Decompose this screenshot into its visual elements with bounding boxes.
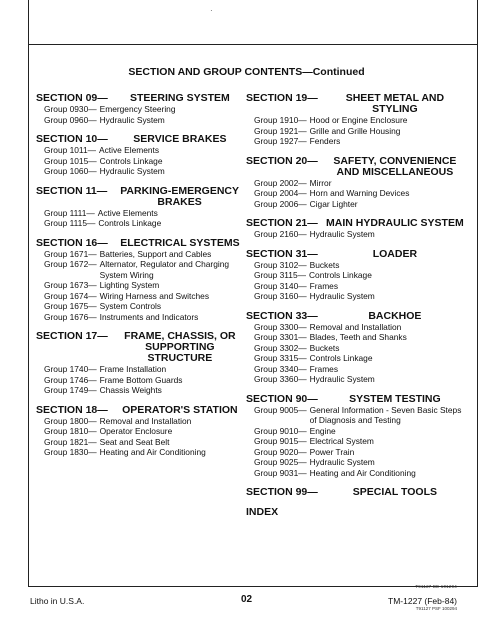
section-heading [36, 186, 248, 208]
group-name: Hydraulic System [99, 114, 165, 125]
page-title: SECTION AND GROUP CONTENTS—Continued [128, 66, 365, 78]
group-entry [254, 322, 468, 333]
section-heading [36, 238, 248, 249]
group-entry [44, 385, 248, 396]
group-number: Group 1115— [44, 218, 96, 228]
section-name: STEERING SYSTEM [130, 92, 230, 104]
group-name: Buckets [309, 259, 340, 270]
section-heading [246, 249, 468, 260]
group-name: Cigar Lighter [309, 198, 358, 209]
group-entry [254, 426, 468, 437]
group-name: Alternator, Regulator and Charging System Wiring [99, 259, 230, 280]
section-name: PARKING-EMERGENCY BRAKES [120, 184, 239, 208]
group-entry [254, 260, 468, 271]
group-list [254, 260, 468, 302]
group-name: Electrical System [309, 436, 374, 446]
group-name: Controls Linkage [309, 270, 372, 280]
group-entry [254, 405, 468, 426]
group-entry [44, 218, 248, 229]
group-name: Frames [309, 363, 339, 374]
section-block [36, 405, 248, 458]
group-number: Group 2002— [254, 177, 307, 188]
section-name: SYSTEM TESTING [349, 392, 441, 405]
section-block [246, 487, 468, 498]
group-number: Group 2160— [254, 229, 307, 239]
group-entry [44, 115, 248, 126]
section-block [246, 218, 468, 240]
group-entry [44, 145, 248, 156]
group-entry [254, 436, 468, 447]
group-number: Group 1910— [254, 115, 307, 125]
group-name: Hood or Engine Enclosure [309, 115, 408, 125]
group-entry [44, 375, 248, 386]
group-name: Emergency Steering [99, 104, 176, 114]
left-column [36, 93, 248, 467]
section-number: SECTION 31— [246, 247, 318, 260]
group-name: Frame Installation [99, 364, 167, 374]
group-name: Controls Linkage [99, 155, 163, 166]
group-list [44, 249, 248, 323]
group-name: Grille and Grille Housing [309, 125, 401, 136]
group-number: Group 1675— [44, 301, 97, 311]
section-number: SECTION 99— [246, 486, 318, 498]
group-number: Group 1800— [44, 415, 97, 426]
group-number: Group 1672— [44, 259, 97, 269]
group-entry [44, 249, 248, 260]
group-entry [254, 353, 468, 364]
group-entry [254, 126, 468, 137]
section-block [246, 249, 468, 302]
top-frame [28, 0, 478, 45]
section-block [246, 394, 468, 479]
section-name: SHEET METAL AND STYLING [345, 92, 445, 115]
group-entry [254, 447, 468, 458]
section-number: SECTION 17— [36, 330, 108, 342]
section-number: SECTION 11— [36, 184, 108, 197]
group-name: Hydraulic System [309, 374, 375, 384]
group-entry [254, 457, 468, 468]
group-number: Group 3140— [254, 280, 307, 291]
section-name: ELECTRICAL SYSTEMS [120, 236, 240, 249]
group-entry [254, 332, 468, 343]
group-entry [254, 229, 468, 240]
group-number: Group 1671— [44, 248, 97, 259]
group-number: Group 9020— [254, 446, 307, 457]
group-name: Hydraulic System [309, 291, 375, 301]
section-name: OPERATOR'S STATION [122, 403, 238, 416]
group-list [44, 416, 248, 458]
group-entry [44, 280, 248, 291]
page-number: 02 [240, 594, 253, 605]
group-name: Hydraulic System [99, 166, 165, 176]
group-name: General Information - Seven Basic Steps of Diagnosis and Testing [309, 404, 462, 425]
group-number: Group 9015— [254, 436, 307, 446]
group-entry [254, 178, 468, 189]
section-name: SERVICE BRAKES [133, 133, 227, 145]
group-number: Group 1821— [44, 436, 97, 447]
print-code-bottom: T91127 PSF 100294 [415, 606, 457, 611]
section-number: SECTION 19— [246, 92, 318, 104]
section-number: SECTION 20— [246, 154, 318, 167]
section-heading [36, 93, 248, 104]
section-heading [36, 405, 248, 416]
section-number: SECTION 90— [246, 392, 318, 405]
group-list [44, 104, 248, 125]
section-heading [246, 311, 468, 322]
group-number: Group 1060— [44, 166, 97, 176]
group-number: Group 0930— [44, 104, 97, 114]
section-heading [36, 134, 248, 145]
group-number: Group 1921— [254, 125, 307, 136]
section-block [36, 238, 248, 323]
group-entry [44, 156, 248, 167]
group-number: Group 1740— [44, 364, 97, 374]
section-heading [36, 331, 248, 364]
group-list [44, 364, 248, 396]
section-block [246, 93, 468, 147]
group-number: Group 9025— [254, 457, 307, 467]
group-entry [44, 426, 248, 437]
group-name: Buckets [309, 342, 340, 353]
group-name: Active Elements [97, 207, 158, 218]
group-number: Group 3301— [254, 332, 307, 342]
section-name: BACKHOE [368, 309, 422, 322]
group-name: Removal and Installation [309, 321, 402, 332]
group-number: Group 3300— [254, 321, 307, 332]
group-name: Hydraulic System [309, 457, 375, 467]
group-number: Group 1676— [44, 311, 97, 322]
group-entry [44, 104, 248, 115]
section-name: LOADER [372, 247, 418, 260]
section-name: SPECIAL TOOLS [352, 486, 437, 498]
section-block [36, 186, 248, 229]
group-list [254, 322, 468, 385]
group-name: System Controls [99, 301, 162, 311]
group-list [254, 178, 468, 210]
group-name: Operator Enclosure [99, 426, 173, 436]
group-list [254, 405, 468, 479]
group-name: Seat and Seat Belt [99, 436, 170, 447]
section-number: SECTION 09— [36, 92, 108, 104]
group-list [44, 208, 248, 229]
print-code-top: T91127 BE 101294 [415, 584, 457, 589]
section-heading [246, 218, 468, 229]
section-heading [246, 156, 468, 178]
group-entry [254, 291, 468, 302]
group-number: Group 1810— [44, 426, 97, 436]
group-name: Mirror [309, 177, 332, 188]
group-entry [44, 166, 248, 177]
footer-litho: Litho in U.S.A. [30, 596, 85, 606]
group-number: Group 1749— [44, 385, 97, 395]
group-name: Frames [309, 280, 339, 291]
group-list [254, 229, 468, 240]
group-entry [254, 374, 468, 385]
section-heading [246, 394, 468, 405]
group-entry [44, 208, 248, 219]
group-entry [44, 416, 248, 427]
group-number: Group 1015— [44, 155, 97, 166]
group-number: Group 3302— [254, 342, 307, 353]
group-number: Group 1674— [44, 290, 97, 301]
group-number: Group 9010— [254, 425, 307, 436]
section-number: SECTION 10— [36, 133, 108, 145]
group-number: Group 3340— [254, 363, 307, 374]
section-heading [246, 93, 468, 115]
group-number: Group 1673— [44, 280, 97, 290]
section-block [36, 134, 248, 177]
group-name: Wiring Harness and Switches [99, 290, 210, 301]
group-number: Group 0960— [44, 114, 97, 125]
group-entry [44, 364, 248, 375]
section-name: MAIN HYDRAULIC SYSTEM [326, 217, 464, 229]
group-name: Power Train [309, 446, 355, 457]
group-list [44, 145, 248, 177]
group-name: Hydraulic System [309, 229, 375, 239]
group-entry [254, 364, 468, 375]
group-entry [254, 281, 468, 292]
group-name: Controls Linkage [309, 353, 373, 363]
group-name: Chassis Weights [99, 385, 162, 395]
footer-manual-code: TM-1227 (Feb-84) [388, 596, 457, 606]
group-entry [44, 301, 248, 312]
group-name: Heating and Air Conditioning [309, 467, 416, 478]
group-entry [254, 188, 468, 199]
group-number: Group 9031— [254, 467, 307, 478]
group-number: Group 2006— [254, 198, 307, 209]
group-name: Instruments and Indicators [99, 311, 199, 322]
group-name: Engine [309, 425, 336, 436]
group-name: Batteries, Support and Cables [99, 248, 212, 259]
group-number: Group 3360— [254, 374, 307, 384]
group-entry [254, 199, 468, 210]
group-name: Fenders [309, 136, 341, 146]
group-name: Frame Bottom Guards [99, 374, 183, 385]
group-number: Group 1830— [44, 447, 97, 457]
group-entry [254, 136, 468, 147]
group-number: Group 9005— [254, 404, 307, 415]
group-name: Controls Linkage [98, 218, 162, 228]
group-name: Heating and Air Conditioning [99, 447, 206, 457]
group-entry [254, 270, 468, 281]
group-entry [44, 291, 248, 302]
group-number: Group 3115— [254, 270, 306, 280]
section-heading [246, 487, 468, 498]
section-name: FRAME, CHASSIS, OR SUPPORTING STRUCTURE [124, 330, 236, 364]
group-number: Group 3160— [254, 291, 307, 301]
group-number: Group 1011— [44, 145, 96, 155]
section-block [36, 93, 248, 125]
section-block [36, 331, 248, 396]
group-number: Group 2004— [254, 188, 307, 198]
group-list [254, 115, 468, 147]
group-entry [44, 447, 248, 458]
section-number: SECTION 21— [246, 217, 318, 229]
group-number: Group 1746— [44, 374, 97, 385]
section-block [246, 311, 468, 385]
group-entry [254, 468, 468, 479]
section-name: SAFETY, CONVENIENCE AND MISCELLANEOUS [333, 154, 457, 178]
speck: · [210, 6, 213, 15]
group-name: Active Elements [99, 145, 160, 155]
group-name: Blades, Teeth and Shanks [309, 332, 407, 342]
group-number: Group 3315— [254, 353, 307, 363]
group-name: Lighting System [99, 280, 160, 290]
section-block [246, 156, 468, 210]
group-entry [44, 312, 248, 323]
group-entry [254, 343, 468, 354]
group-entry [254, 115, 468, 126]
section-number: SECTION 18— [36, 403, 108, 416]
index-heading: INDEX [246, 506, 279, 518]
group-entry [44, 437, 248, 448]
group-number: Group 1927— [254, 136, 307, 146]
group-name: Removal and Installation [99, 415, 192, 426]
section-number: SECTION 33— [246, 309, 318, 322]
group-entry [44, 259, 248, 280]
group-number: Group 1111— [44, 207, 95, 218]
right-column [246, 93, 468, 527]
group-name: Horn and Warning Devices [309, 188, 410, 198]
section-number: SECTION 16— [36, 236, 108, 249]
group-number: Group 3102— [254, 259, 307, 270]
